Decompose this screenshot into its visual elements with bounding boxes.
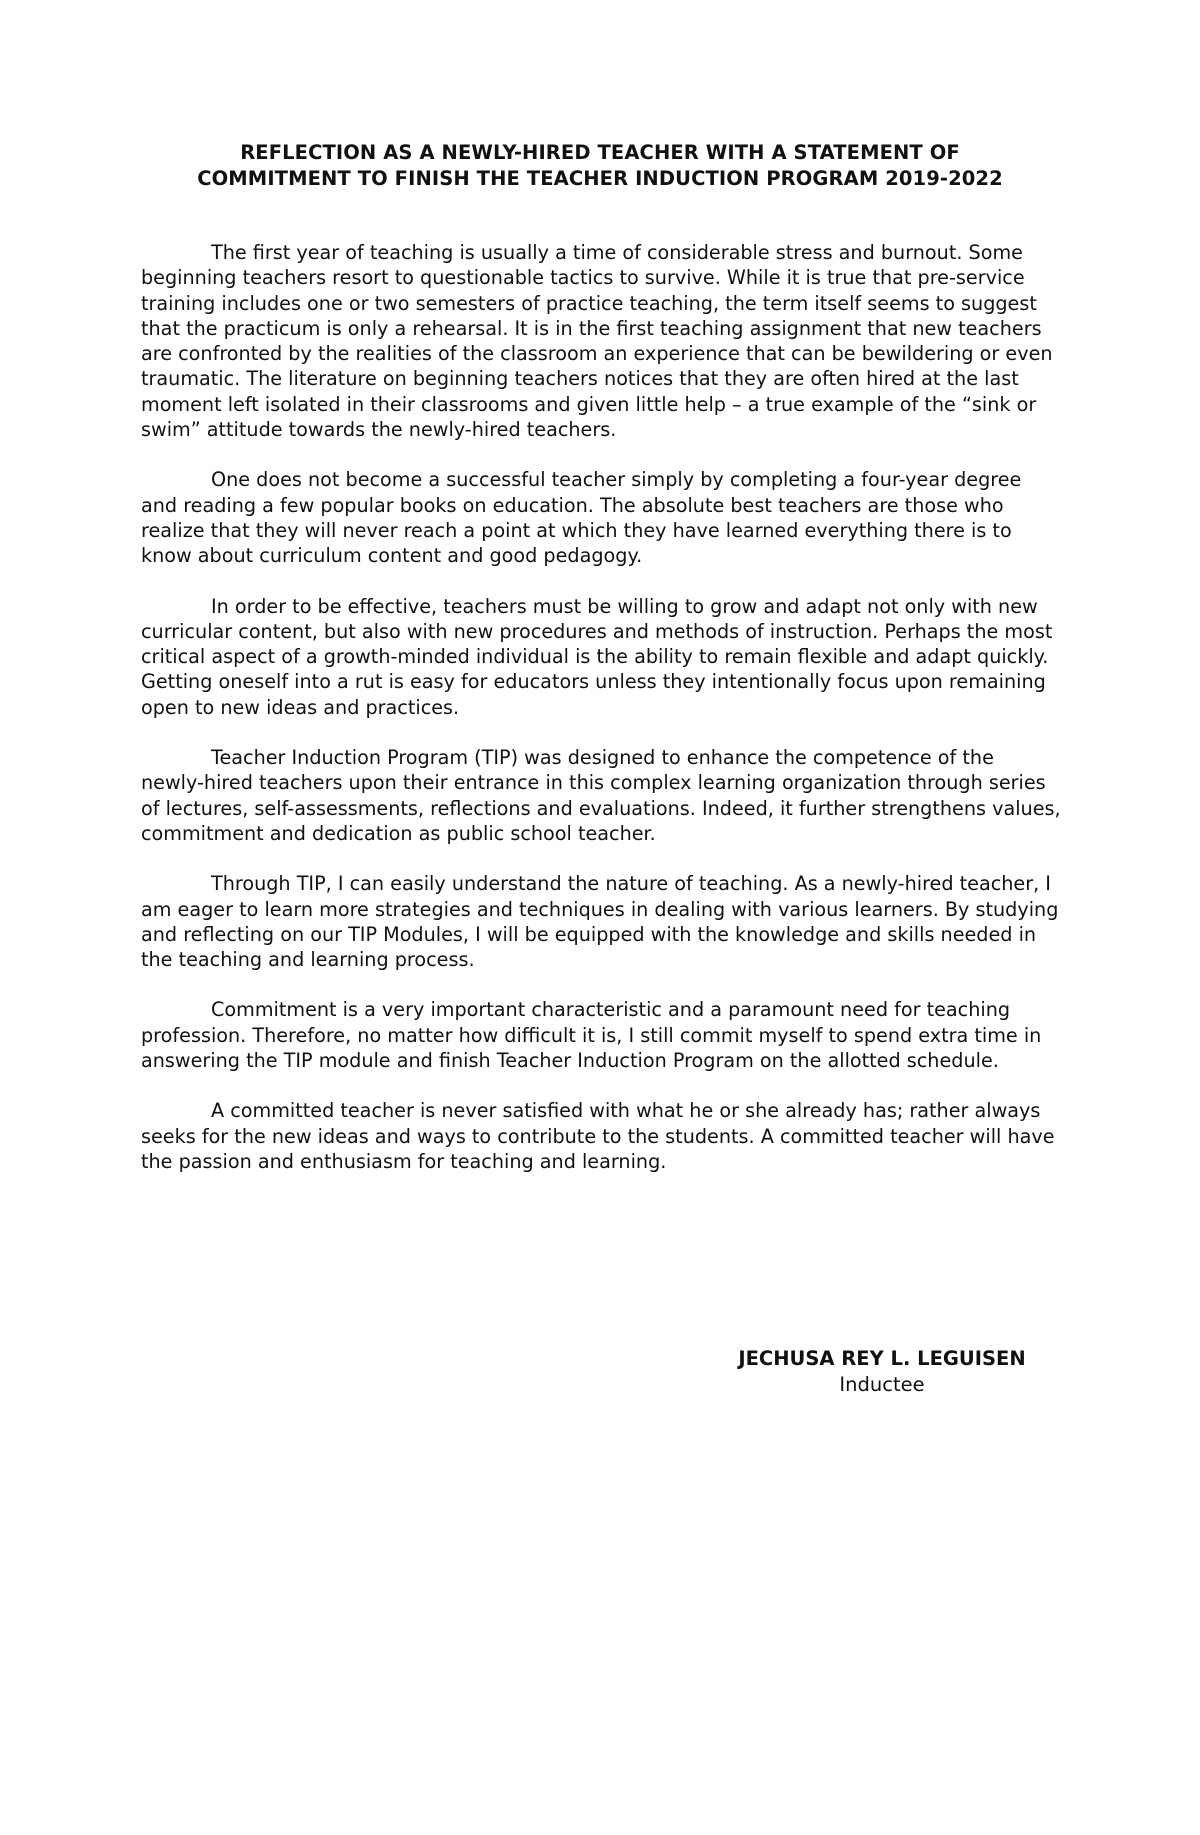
title-line-2: COMMITMENT TO FINISH THE TEACHER INDUCTION PROGRAM 2019-2022 [197,167,1003,190]
paragraph-4: Teacher Induction Program (TIP) was designed to enhance the competence of the newly-hired teachers upon their entrance in this complex learning organization through series of lectures, self-assessments, reflections and evaluations. Indeed, it further strengthens values, commitment and dedication as public school teacher. [141,746,1061,845]
paragraph-3: In order to be effective, teachers must be willing to grow and adapt not only with new curricular content, but also with new procedures and methods of instruction. Perhaps the most critical aspect of a growth-minded individual is the ability to remain flexible and adapt quickly. Getting oneself into a rut is easy for educators unless they intentionally focus upon remaining open to new ideas and practices. [141,594,1053,719]
signatory-role: Inductee [839,1373,925,1396]
title-line-1: REFLECTION AS A NEWLY-HIRED TEACHER WITH A STATEMENT OF [240,141,960,164]
document-title [130,140,1070,192]
paragraph-1: The first year of teaching is usually a time of considerable stress and burnout. Some beginning teachers resort to questionable tactics to survive. While it is true that pre-service training includes one or two semesters of practice teaching, the term itself seems to suggest that the practicum is only a rehearsal. It is in the first teaching assignment that new teachers are confronted by the realities of the classroom an experience that can be bewildering or even traumatic. The literature on beginning teachers notices that they are often hired at the last moment left isolated in their classrooms and given little help – a true example of the “sink or swim” attitude towards the newly-hired teachers. [141,241,1053,442]
paragraph-2: One does not become a successful teacher simply by completing a four-year degree and reading a few popular books on education. The absolute best teachers are those who realize that they will never reach a point at which they have learned everything there is to know about curriculum content and good pedagogy. [141,468,1022,568]
paragraph-5: Through TIP, I can easily understand the nature of teaching. As a newly-hired teacher, I am eager to learn more strategies and techniques in dealing with various learners. By studying and reflecting on our TIP Modules, I will be equipped with the knowledge and skills needed in the teaching and learning process. [141,872,1059,972]
signatory-name: JECHUSA REY L. LEGUISEN [738,1347,1026,1370]
document-body [141,240,1061,1199]
paragraph-6: Commitment is a very important characteristic and a paramount need for teaching profession. Therefore, no matter how difficult it is, I still commit myself to spend extra time in answering the TIP module and finish Teacher Induction Program on the allotted schedule. [141,998,1042,1073]
signature-block [682,1346,1082,1398]
paragraph-7: A committed teacher is never satisfied with what he or she already has; rather always seeks for the new ideas and ways to contribute to the students. A committed teacher will have the passion and enthusiasm for teaching and learning. [141,1099,1055,1173]
